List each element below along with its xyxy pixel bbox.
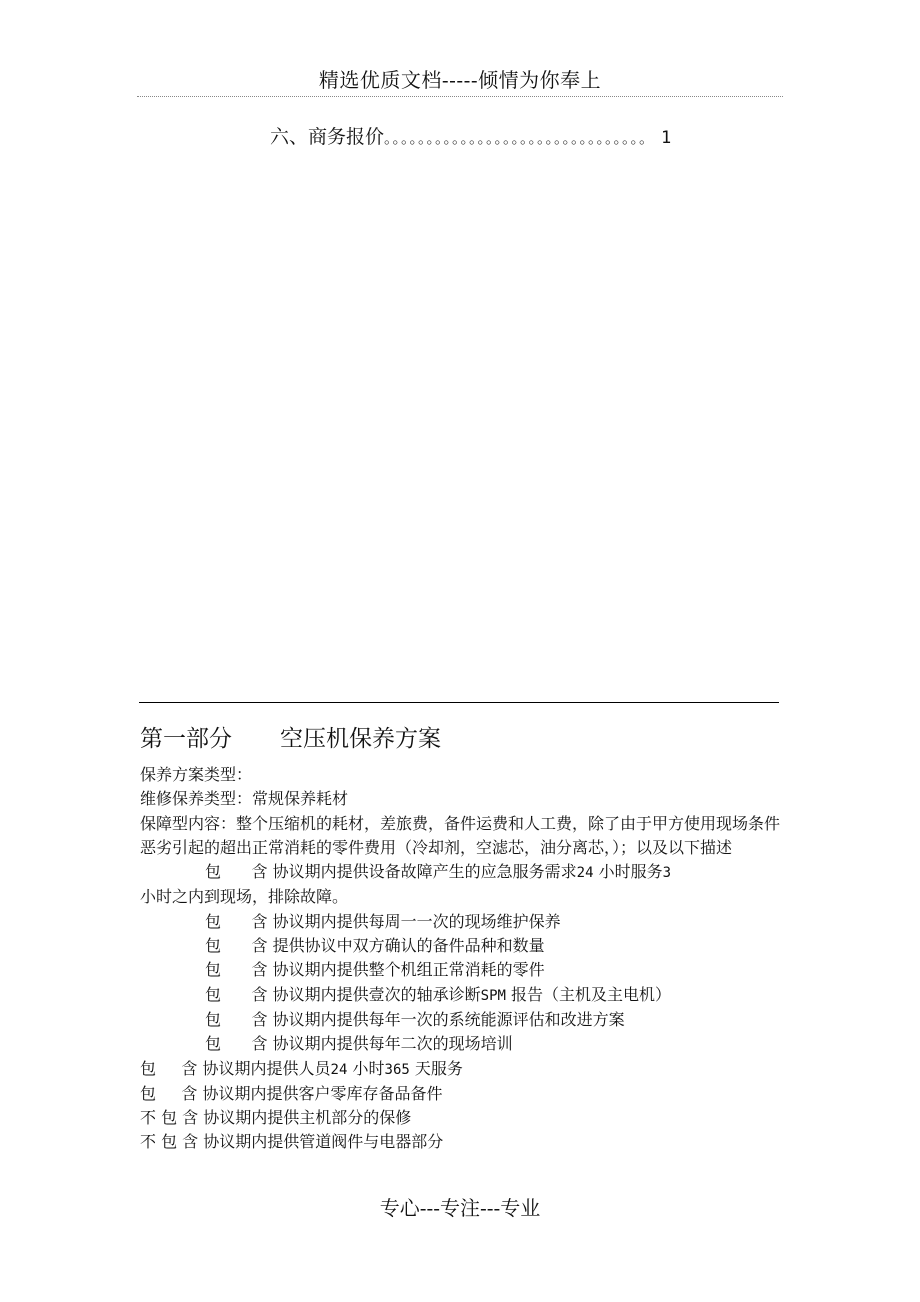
include-item-6: 包 含 协议期内提供每年一次的系统能源评估和改进方案 xyxy=(205,1009,625,1029)
section-divider xyxy=(139,702,779,703)
toc-page-number: 1 xyxy=(661,128,672,148)
include-item-1: 包 含 协议期内提供设备故障产生的应急服务需求24 小时服务3 xyxy=(205,862,672,882)
toc-entry-label: 六、商务报价 xyxy=(270,126,385,148)
include-item-2: 包 含 协议期内提供每周一一次的现场维护保养 xyxy=(205,911,561,931)
include-item-4: 包 含 协议期内提供整个机组正常消耗的零件 xyxy=(205,960,545,980)
include-item-9: 包 含 协议期内提供客户零库存备品备件 xyxy=(140,1083,443,1103)
toc-dot-leader: 。。。。。。。。。。。。。。。。。。。。。。。。。。。。。。。 xyxy=(384,129,656,147)
exclude-item-1: 不 包 含 协议期内提供主机部分的保修 xyxy=(140,1108,412,1128)
maintenance-type-line: 维修保养类型：常规保养耗材 xyxy=(140,789,349,809)
include-item-5: 包 含 协议期内提供壹次的轴承诊断SPM 报告（主机及主电机） xyxy=(205,984,672,1004)
page-footer-text: 专心---专注---专业 xyxy=(379,1196,541,1220)
section-heading xyxy=(140,722,441,756)
include-item-7: 包 含 协议期内提供每年二次的现场培训 xyxy=(205,1034,513,1054)
header-divider xyxy=(137,96,783,97)
include-item-8: 包 含 协议期内提供人员24 小时365 天服务 xyxy=(140,1058,463,1078)
section-body xyxy=(140,763,782,1155)
exclude-item-2: 不 包 含 协议期内提供管道阀件与电器部分 xyxy=(140,1132,444,1152)
page-header-title: 精选优质文档-----倾情为你奉上 xyxy=(318,68,602,92)
plan-type-line: 保养方案类型： xyxy=(140,765,253,784)
section-title: 空压机保养方案 xyxy=(280,726,441,752)
include-item-3: 包 含 提供协议中双方确认的备件品种和数量 xyxy=(205,936,545,956)
toc-entry[interactable] xyxy=(270,123,671,152)
guarantee-paragraph: 保障型内容：整个压缩机的耗材，差旅费，备件运费和人工费，除了由于甲方使用现场条件恶劣引起的超出正常消耗的零件费用（冷却剂，空滤芯，油分离芯，）；以及以下描述 xyxy=(140,813,781,857)
section-part-label: 第一部分 xyxy=(140,726,232,752)
include-item-1-cont: 小时之内到现场，排除故障。 xyxy=(140,887,349,907)
